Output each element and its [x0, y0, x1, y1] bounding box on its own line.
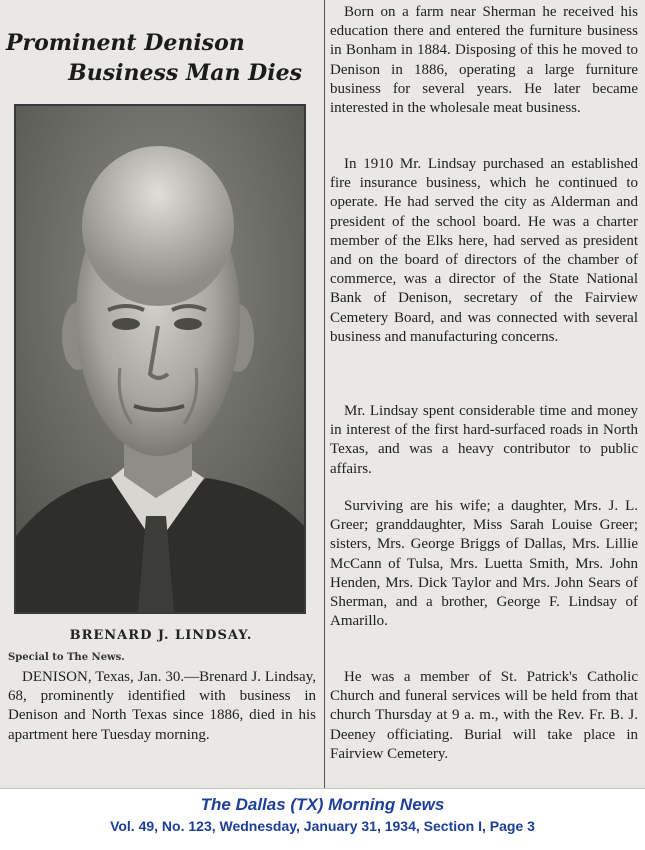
article-paragraph: Mr. Lindsay spent considerable time and money in interest of the first hard-surfaced roads in North Texas, and was a heavy contributor to public affairs. — [330, 403, 638, 477]
article-paragraph: Surviving are his wife; a daughter, Mrs. J. L. Greer; granddaughter, Miss Sarah Louise Greer; sisters, Mrs. George Briggs of Dallas, Mrs. Lillie McCann of Tulsa, Mrs. Luetta Smith, Mrs. John Henden, Mrs. Dick Taylor and Mrs. John Sears of Sherman, and a brother, George F. Lindsay of Amarillo. — [330, 498, 638, 630]
article-paragraph: Born on a farm near Sherman he received his education there and entered the furniture business in Bonham in 1884. Disposing of this he moved to Denison in 1886, operating a large furniture business for several years. He later became interested in the wholesale meat business. — [330, 4, 638, 117]
source-citation — [0, 794, 645, 836]
photo-caption: BRENARD J. LINDSAY. — [69, 628, 253, 643]
headline — [6, 28, 306, 88]
headline-line-1: Prominent Denison — [6, 30, 245, 56]
lead-paragraph: DENISON, Texas, Jan. 30.—Brenard J. Lindsay, 68, prominently identified with business in Denison and North Texas since 1886, died in his apartment here Tuesday morning. — [8, 669, 316, 743]
issue-details: Vol. 49, No. 123, Wednesday, January 31, 1934, Section I, Page 3 — [110, 818, 535, 834]
column-divider — [324, 0, 325, 788]
portrait-photo — [14, 104, 306, 614]
left-column — [0, 0, 322, 788]
publication-name: The Dallas (TX) Morning News — [200, 795, 445, 814]
article-paragraph: In 1910 Mr. Lindsay purchased an established fire insurance business, which he continued to operate. He had served the city as Alderman and president of the school board. He was a charter member of the Elks here, had served as president and on the board of directors of the chamber of commerce, was a director of the State National Bank of Denison, secretary of the Fairview Cemetery Board, and was connected with several business and manufacturing concerns. — [330, 156, 638, 345]
right-column — [330, 0, 638, 788]
article-paragraph: He was a member of St. Patrick's Catholic Church and funeral services will be held from that church Thursday at 9 a. m., with the Rev. Fr. B. J. Deeney officiating. Burial will take place in Fairview Cemetery. — [330, 669, 638, 762]
byline: Special to The News. — [8, 652, 125, 663]
headline-line-2: Business Man Dies — [68, 60, 302, 86]
